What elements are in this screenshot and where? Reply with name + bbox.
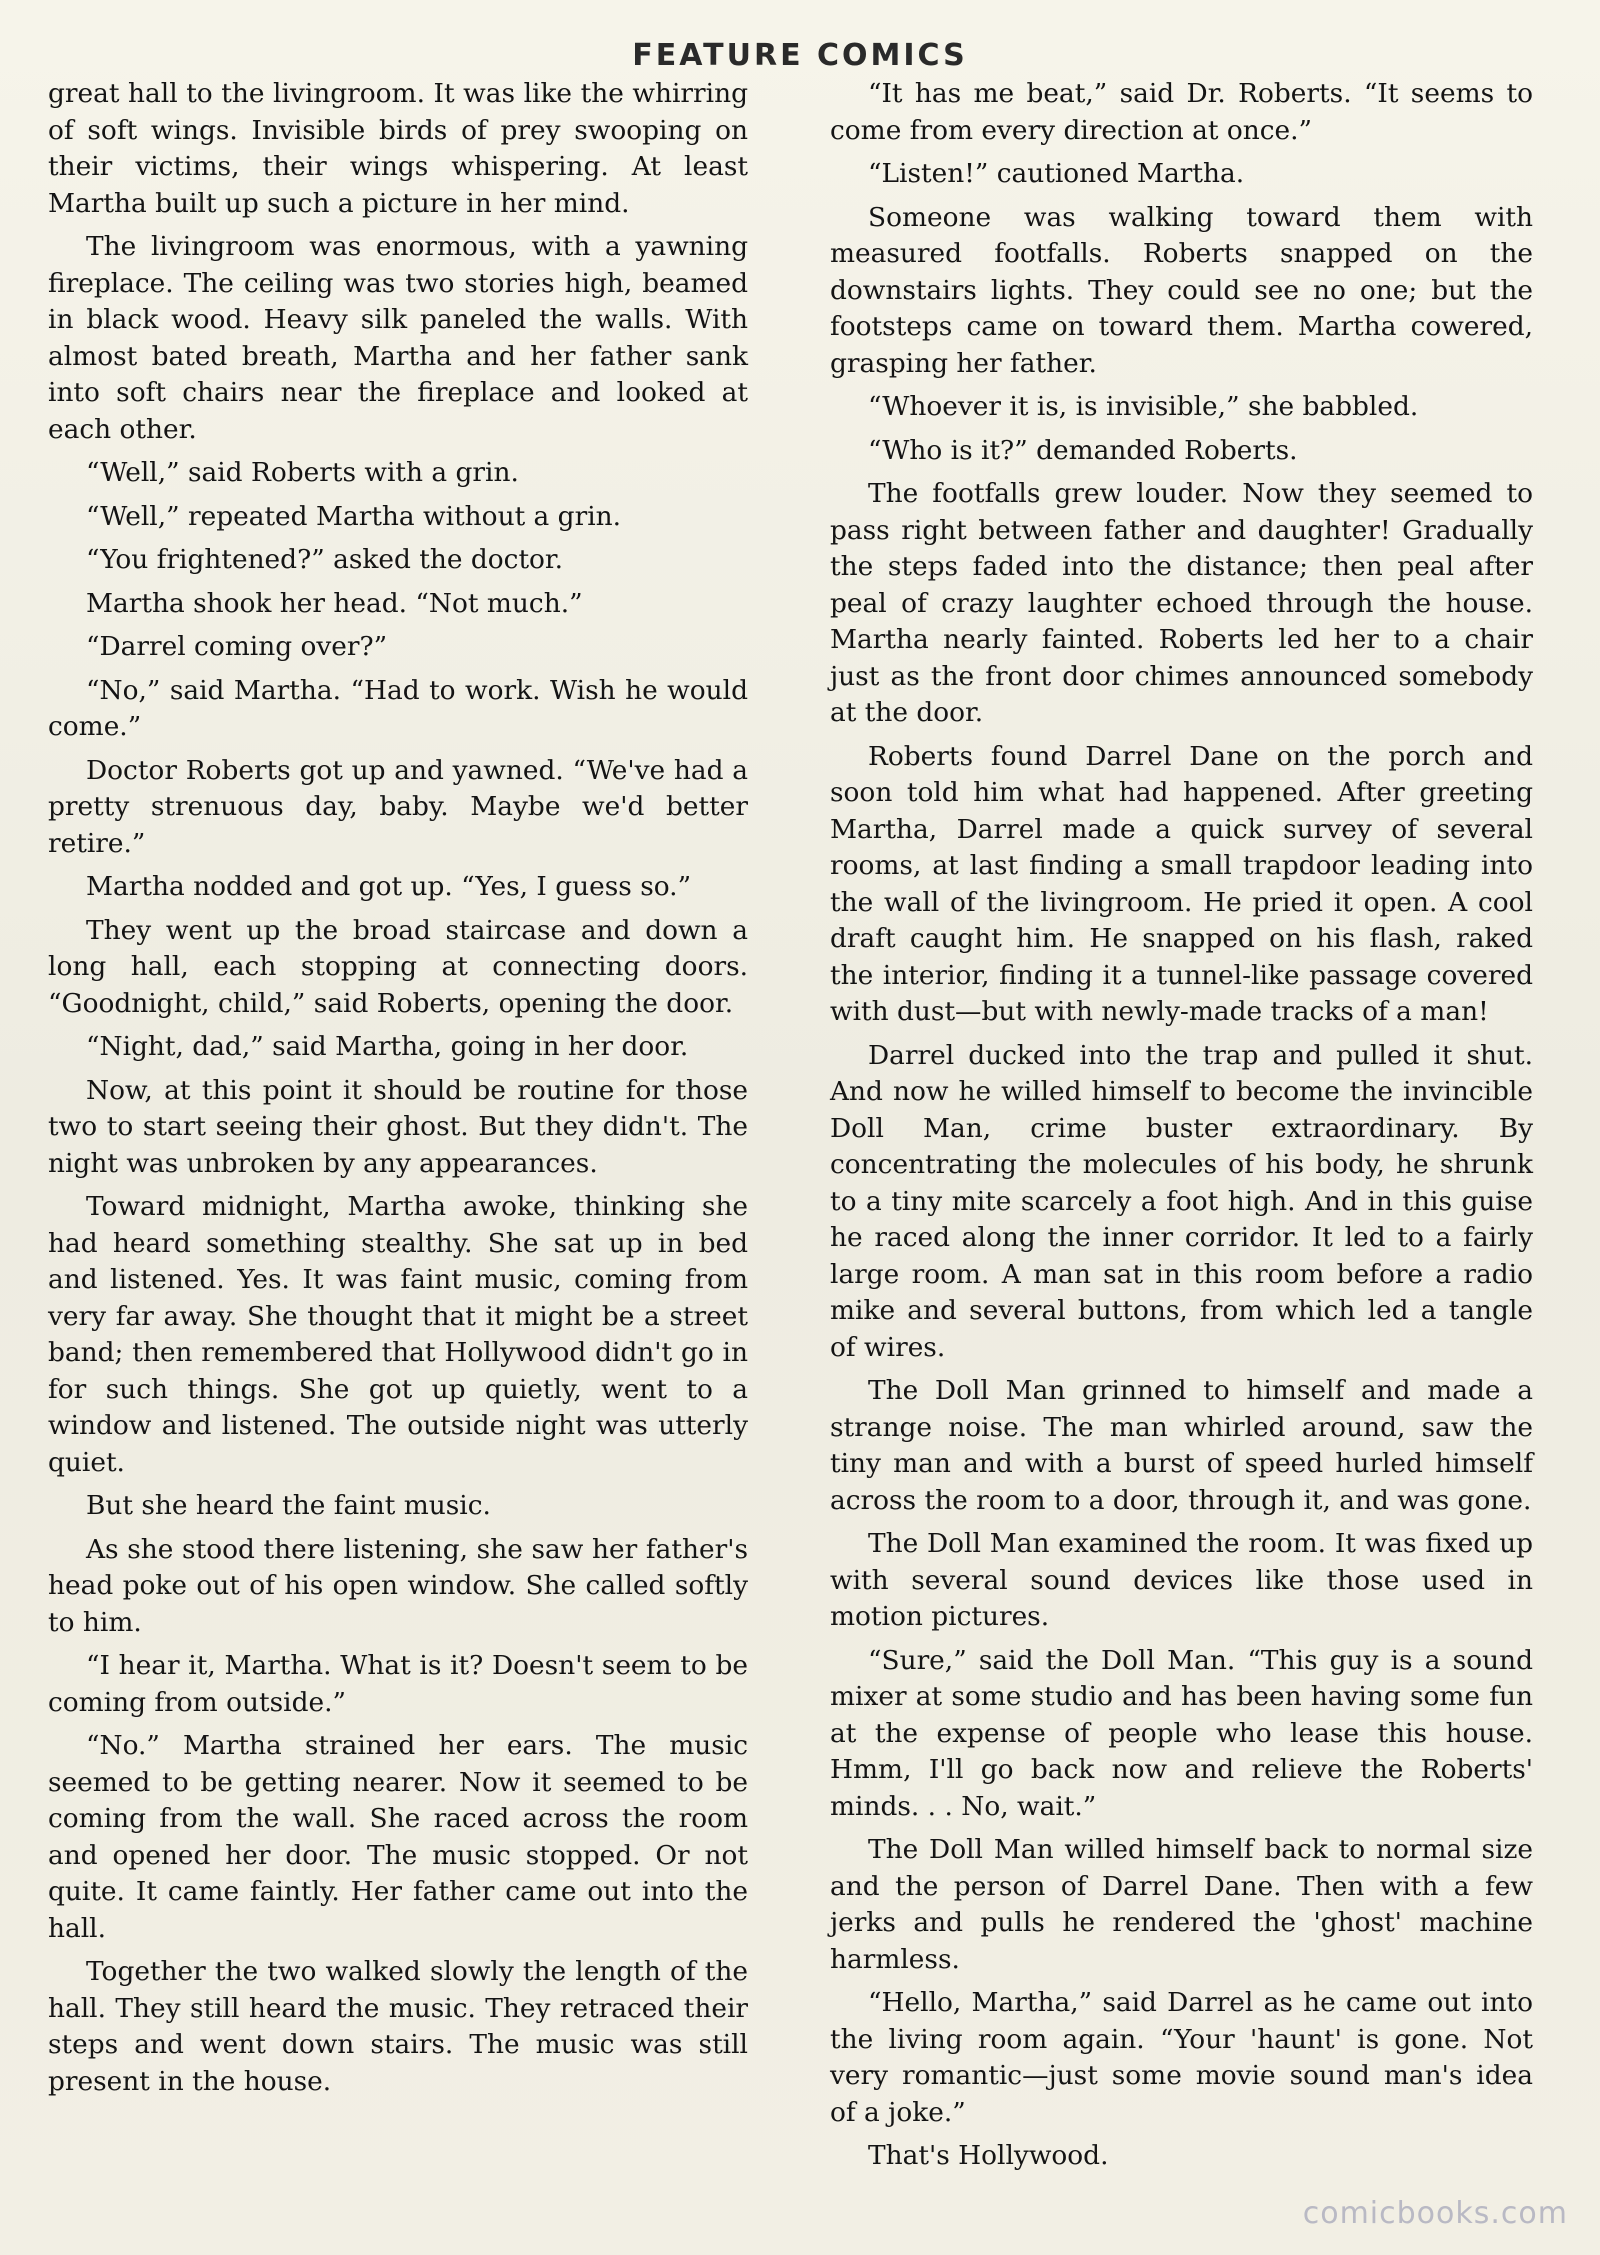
paragraph: The Doll Man examined the room. It was fixed up with several sound devices like those used in motion pictures. (830, 1528, 1533, 1632)
paragraph: “I hear it, Martha. What is it? Doesn't seem to be coming from outside.” (48, 1650, 748, 1718)
paragraph: “No,” said Martha. “Had to work. Wish he would come.” (48, 674, 748, 742)
paragraph: “Darrel coming over?” (86, 631, 388, 662)
paragraph: The Doll Man grinned to himself and made a strange noise. The man whirled around, saw the tiny man and with a burst of speed hurled himself across the room to a door, through it, and was gone. (830, 1375, 1533, 1516)
paragraph: The Doll Man willed himself back to normal size and the person of Darrel Dane. Then with a few jerks and pulls he rendered the 'ghost' machine harmless. (830, 1834, 1533, 1975)
paragraph: “Night, dad,” said Martha, going in her door. (86, 1031, 689, 1062)
paragraph: “Listen!” cautioned Martha. (868, 158, 1245, 189)
paragraph: Doctor Roberts got up and yawned. “We've had a pretty strenuous day, baby. Maybe we'd better retire.” (48, 754, 748, 859)
paragraph: “Well,” repeated Martha without a grin. (86, 500, 622, 532)
page-header: FEATURE COMICS (632, 38, 968, 73)
paragraph: That's Hollywood. (868, 2140, 1109, 2171)
paragraph: “Who is it?” demanded Roberts. (868, 434, 1298, 466)
paragraph: “Well,” said Roberts with a grin. (86, 457, 519, 488)
paragraph: Now, at this point it should be routine for those two to start seeing their ghost. But they didn't. The night was unbroken by any appearances. (48, 1074, 748, 1179)
paragraph: “It has me beat,” said Dr. Roberts. “It seems to come from every direction at once.” (830, 78, 1533, 146)
paragraph: They went up the broad staircase and down a long hall, each stopping at connecting doors. “Goodnight, child,” said Roberts, opening the door. (48, 914, 748, 1019)
paragraph: But she heard the faint music. (86, 1490, 491, 1521)
paragraph: Martha nodded and got up. “Yes, I guess so.” (86, 871, 692, 902)
paragraph: Darrel ducked into the trap and pulled it shut. And now he willed himself to become the invincible Doll Man, crime buster extraordinary. By concentrating the molecules of his body, he shrunk to a tiny mite scarcely a foot high. And in this guise he raced along the inner corridor. It led to a fairly large room. A man sat in this room before a radio mike and several buttons, from which led a tangle of wires. (830, 1039, 1533, 1363)
paragraph: The livingroom was enormous, with a yawning fireplace. The ceiling was two stories high, beamed in black wood. Heavy silk paneled the walls. With almost bated breath, Martha and her father sank into soft chairs near the fireplace and looked at each other. (48, 231, 748, 445)
paragraph: Together the two walked slowly the length of the hall. They still heard the music. They retraced their steps and went down stairs. The music was still present in the house. (48, 1956, 748, 2097)
paragraph: “You frightened?” asked the doctor. (86, 544, 564, 575)
paragraph: great hall to the livingroom. It was like the whirring of soft wings. Invisible birds of prey swooping on their victims, their wings whispering. At least Martha built up such a picture in her mind. (48, 78, 748, 219)
paragraph: “Whoever it is, is invisible,” she babbled. (868, 391, 1419, 422)
paragraph: The footfalls grew louder. Now they seemed to pass right between father and daughter! Gradually the steps faded into the distance; then peal after peal of crazy laughter echoed through the house. Martha nearly fainted. Roberts led her to a chair just as the front door chimes announced somebody at the door. (830, 478, 1533, 728)
paragraph: Someone was walking toward them with measured footfalls. Roberts snapped on the downstairs lights. They could see no one; but the footsteps came on toward them. Martha cowered, grasping her father. (830, 201, 1533, 379)
paragraph: “Sure,” said the Doll Man. “This guy is a sound mixer at some studio and has been having some fun at the expense of people who lease this house. Hmm, I'll go back now and relieve the Roberts' minds. . . No, wait.” (830, 1644, 1533, 1822)
paragraph: Toward midnight, Martha awoke, thinking she had heard something stealthy. She sat up in bed and listened. Yes. It was faint music, coming from very far away. She thought that it might be a street band; then remembered that Hollywood didn't go in for such things. She got up quietly, went to a window and listened. The outside night was utterly quiet. (48, 1191, 748, 1478)
left-column (48, 76, 748, 2107)
site-watermark: comicbooks.com (1302, 2196, 1568, 2231)
paragraph: Roberts found Darrel Dane on the porch and soon told him what had happened. After greeting Martha, Darrel made a quick survey of several rooms, at last finding a small trapdoor leading into the wall of the livingroom. He pried it open. A cool draft caught him. He snapped on his flash, raked the interior, finding it a tunnel-like passage covered with dust—but with newly-made tracks of a man! (830, 740, 1533, 1027)
paragraph: “Hello, Martha,” said Darrel as he came out into the living room again. “Your 'haunt' is gone. Not very romantic—just some movie sound man's idea of a joke.” (830, 1987, 1533, 2128)
paragraph: As she stood there listening, she saw her father's head poke out of his open window. She called softly to him. (48, 1533, 748, 1638)
right-column (830, 76, 1533, 2182)
paragraph: Martha shook her head. “Not much.” (86, 587, 583, 619)
paragraph: “No.” Martha strained her ears. The music seemed to be getting nearer. Now it seemed to be coming from the wall. She raced across the room and opened her door. The music stopped. Or not quite. It came faintly. Her father came out into the hall. (48, 1730, 748, 1944)
